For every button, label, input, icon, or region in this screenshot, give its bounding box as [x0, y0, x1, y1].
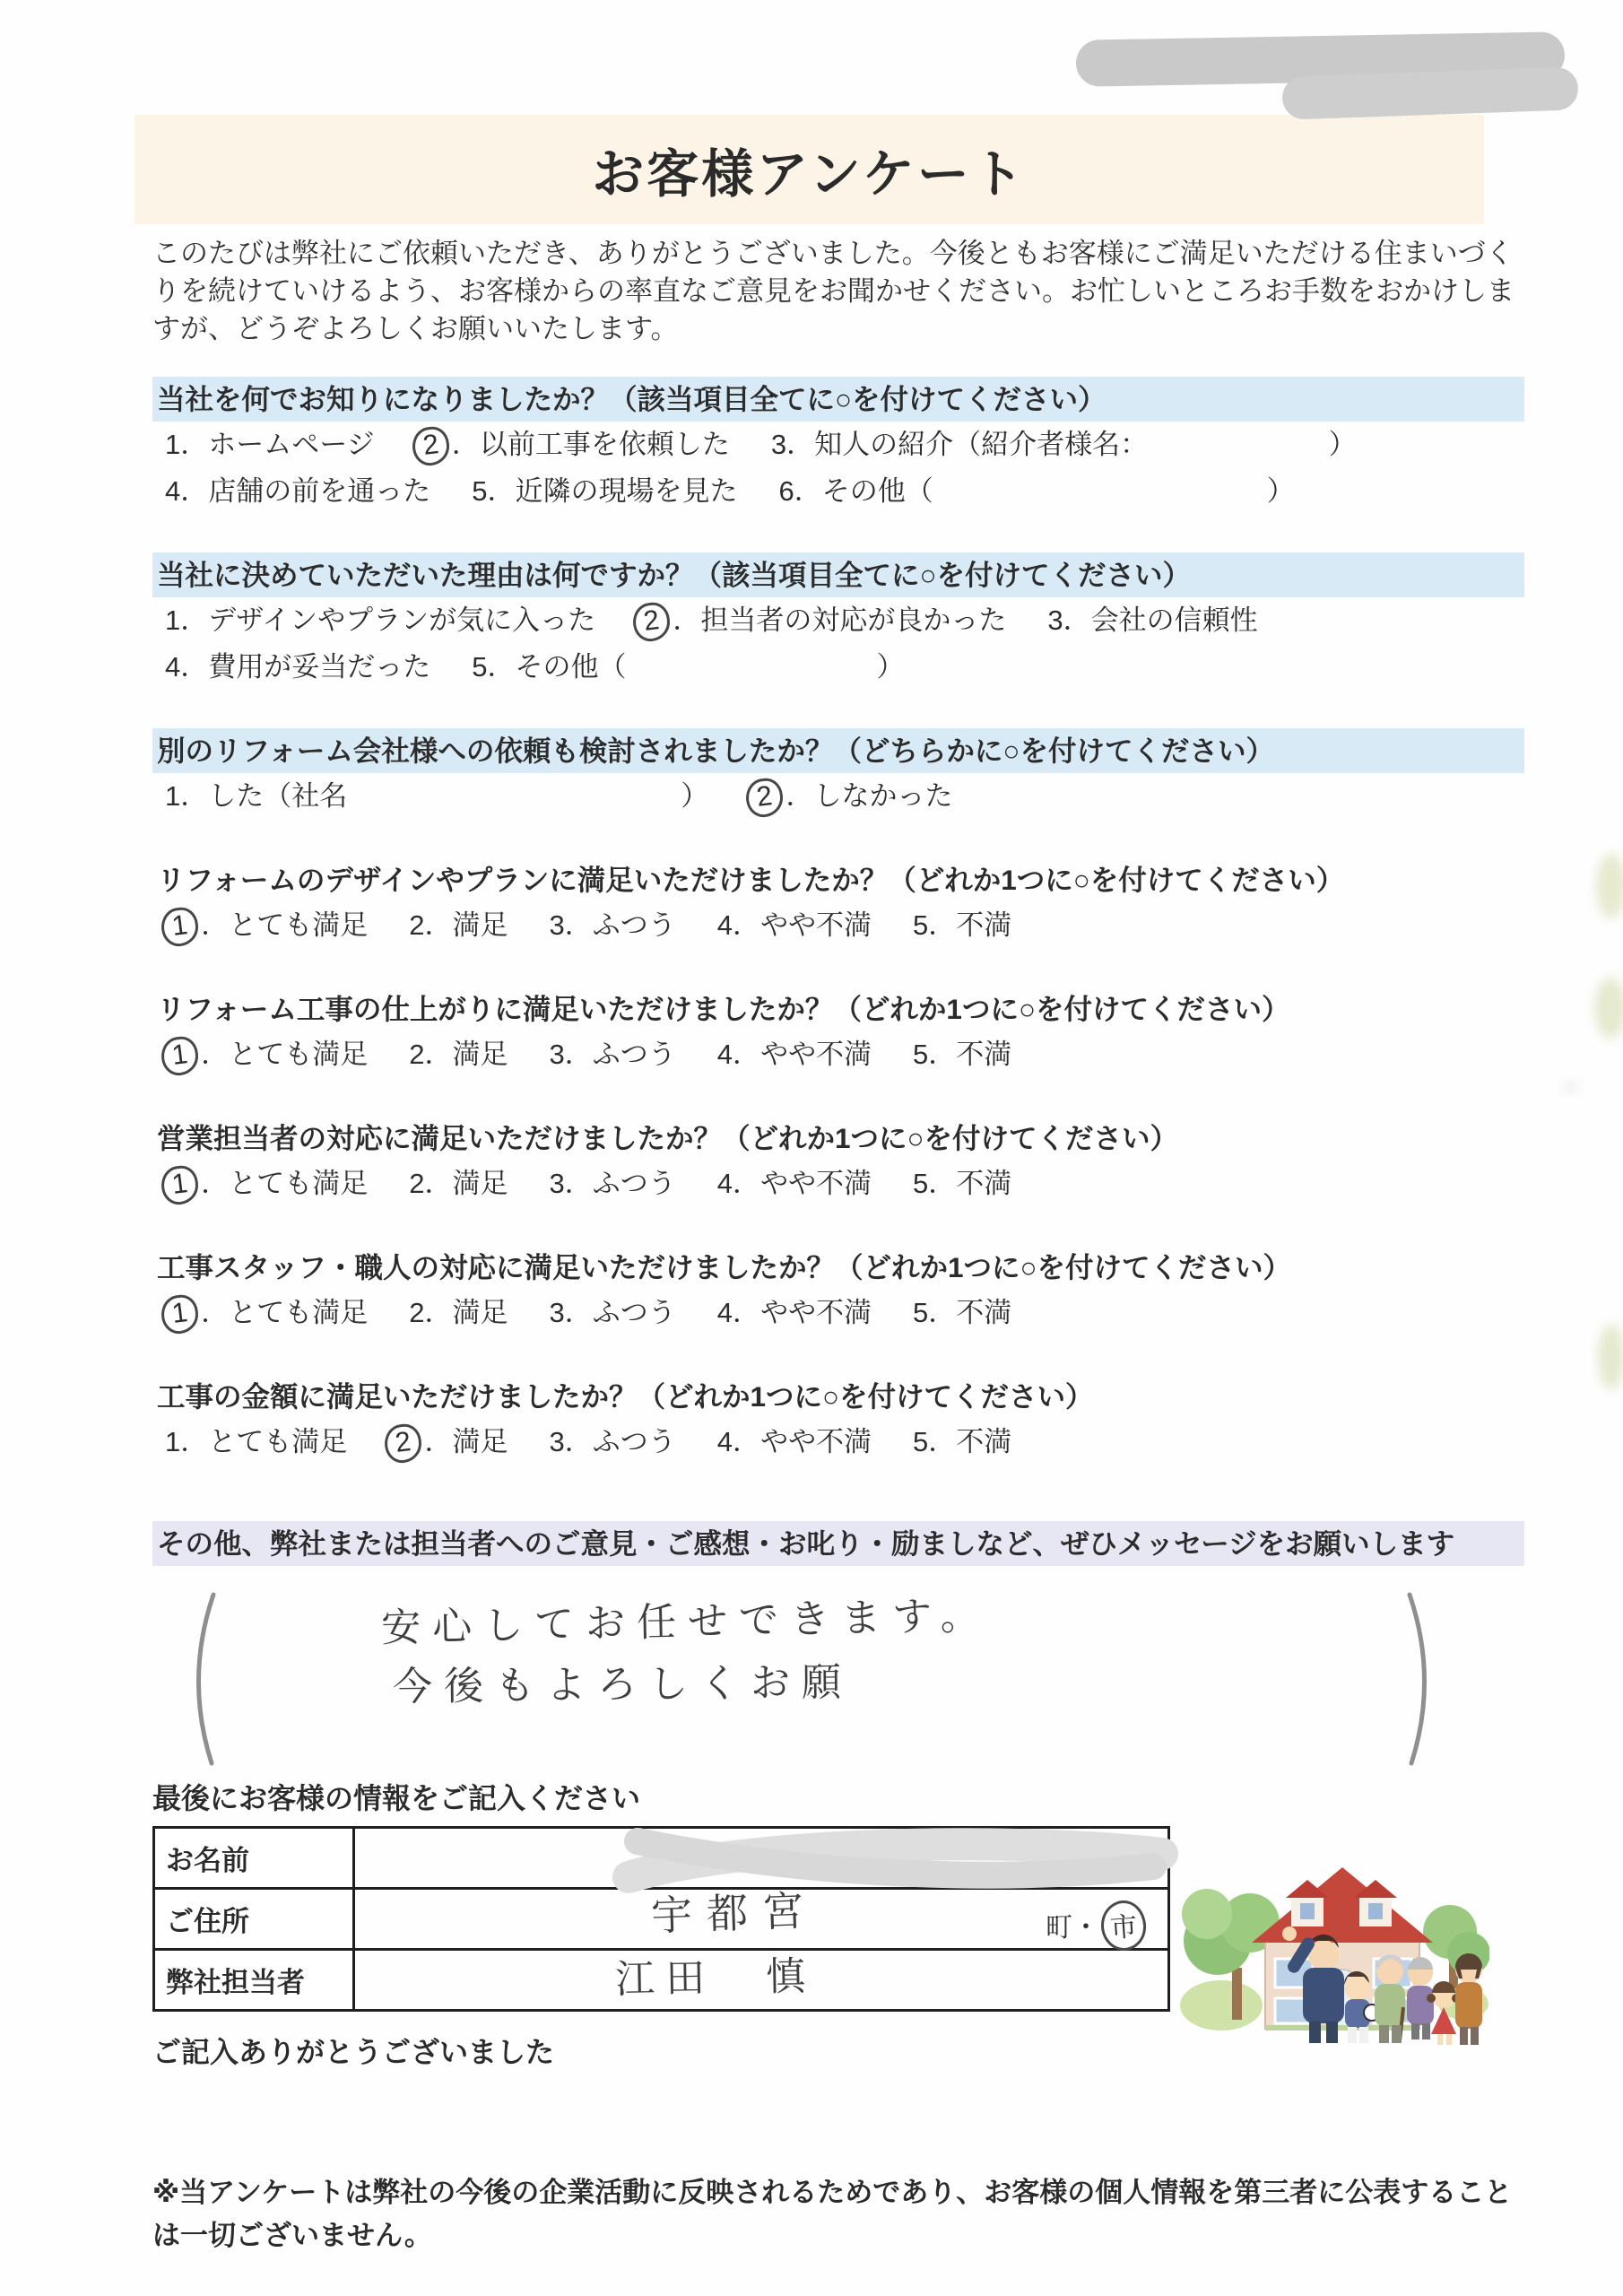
option: [409, 1031, 508, 1078]
option-label: ．その他（ ）: [794, 475, 1295, 507]
option-label: ．とても満足: [201, 909, 369, 941]
option: [717, 1161, 872, 1207]
question-header: 別のリフォーム会社様への依頼も検討されましたか？（どちらかに○を付けてください）: [152, 728, 1524, 773]
town-label: 町・: [1046, 1913, 1099, 1943]
option-number: 5: [913, 1039, 929, 1070]
option-number: 3: [770, 429, 787, 460]
option: [409, 902, 508, 949]
option-label: ．やや不満: [733, 1297, 872, 1328]
question-header: 工事の金額に満足いただけましたか？（どれか1つに○を付けてください）: [157, 1380, 1094, 1413]
option-number: 1: [165, 1426, 181, 1457]
options-line: [152, 1419, 1524, 1465]
option-label: ．とても満足: [201, 1297, 369, 1328]
option: [472, 644, 904, 691]
option-number: 2: [409, 1168, 425, 1199]
customer-info-header: 最後にお客様の情報をご記入ください: [152, 1782, 641, 1814]
option: [409, 1161, 508, 1207]
option-label: ．不満: [928, 1297, 1012, 1328]
options-line: [152, 1290, 1524, 1336]
row-label: 弊社担当者: [154, 1950, 354, 2011]
option-number: 1: [165, 429, 181, 460]
thanks-line: ご記入ありがとうございました: [152, 2036, 555, 2068]
option-number: 5: [472, 475, 488, 507]
option-number: 2: [409, 1039, 425, 1070]
option: [637, 597, 1006, 644]
row-label: ご住所: [154, 1889, 354, 1950]
scan-smudge: [1598, 1324, 1623, 1390]
option: [1047, 597, 1257, 644]
question-reason: [152, 552, 1524, 691]
message-header: その他、弊社または担当者へのご意見・ご感想・お叱り・励ましなど、ぜひメッセージをお願いします: [152, 1521, 1524, 1566]
option-number: 6: [778, 475, 794, 507]
option: [550, 1031, 676, 1078]
option-label: ．とても満足: [180, 1426, 348, 1457]
circled-city: 市: [1099, 1899, 1148, 1952]
option-number: 5: [913, 1297, 929, 1328]
option: [165, 422, 375, 468]
option: [913, 1031, 1011, 1078]
option-label: ．やや不満: [733, 1426, 872, 1457]
option: [717, 1419, 872, 1465]
option-number: 4: [716, 909, 733, 941]
option: [913, 1161, 1011, 1207]
option-number: 3: [549, 1426, 565, 1457]
scan-smudge: [1596, 854, 1623, 918]
option: [165, 902, 368, 949]
question-header: 工事スタッフ・職人の対応に満足いただけましたか？（どれか1つに○を付けてください）: [157, 1251, 1292, 1283]
circled-answer: 1: [160, 1293, 201, 1336]
option-label: ．ホームページ: [180, 429, 375, 460]
option-number: 3: [549, 1168, 565, 1199]
redaction-smear-icon: [1072, 27, 1592, 135]
option-label: ．近隣の現場を見た: [487, 475, 738, 507]
option: [165, 644, 430, 691]
options-line: [152, 468, 1524, 515]
option: [550, 1419, 676, 1465]
option-label: ．ふつう: [564, 909, 676, 941]
option-label: ．店舗の前を通った: [180, 475, 431, 507]
option-label: ．会社の信頼性: [1063, 604, 1258, 636]
handwritten-address: 宇都宮: [650, 1886, 819, 1940]
option-label: ．ふつう: [564, 1426, 676, 1457]
option-label: ．やや不満: [733, 1039, 872, 1070]
circled-answer: 2: [383, 1422, 424, 1465]
question-price-satisfaction: [152, 1374, 1524, 1465]
option: [165, 597, 595, 644]
option: [779, 468, 1295, 515]
option-label: ．やや不満: [733, 1168, 872, 1199]
options-line: [152, 1031, 1524, 1078]
circled-answer: 1: [160, 1164, 201, 1207]
customer-info-table: [152, 1826, 1170, 2012]
option: [913, 1419, 1011, 1465]
option-number: 3: [1047, 604, 1063, 636]
option-label: ．デザインやプランが気に入った: [180, 604, 596, 636]
question-design-satisfaction: [152, 857, 1524, 949]
option-label: ．満足: [424, 1168, 508, 1199]
option: [409, 1290, 508, 1336]
options-line: [152, 422, 1524, 468]
option-label: ．ふつう: [564, 1168, 676, 1199]
option-label: ．不満: [928, 909, 1012, 941]
option-number: 5: [913, 909, 929, 941]
option: [165, 1031, 368, 1078]
representative-value-cell: [354, 1950, 1169, 2011]
option-number: 4: [716, 1426, 733, 1457]
handwritten-message-line: 今後もよろしくお願: [392, 1660, 854, 1709]
circled-answer: 1: [160, 1035, 201, 1078]
option: [165, 1290, 368, 1336]
option-label: ．やや不満: [733, 909, 872, 941]
circled-answer: 2: [744, 777, 785, 820]
question-header: 営業担当者の対応に満足いただけましたか？（どれか1つに○を付けてください）: [157, 1122, 1179, 1154]
option: [913, 1290, 1011, 1336]
option-label: ．その他（ ）: [487, 651, 905, 683]
option-label: ．ふつう: [564, 1297, 676, 1328]
bracket-left-icon: [179, 1589, 221, 1769]
options-line: [152, 597, 1524, 644]
scan-smudge: [1594, 978, 1623, 1039]
options-line: [152, 773, 1524, 820]
option-label: ．以前工事を依頼した: [451, 429, 730, 460]
table-row: [154, 1828, 1169, 1889]
option: [750, 773, 952, 820]
question-finish-satisfaction: [152, 987, 1524, 1078]
question-header: 当社を何でお知りになりましたか？（該当項目全てに○を付けてください）: [152, 377, 1524, 422]
option-number: 5: [472, 651, 488, 683]
option-number: 2: [409, 909, 425, 941]
privacy-note: ※当アンケートは弊社の今後の企業活動に反映されるためであり、お客様の個人情報を第三者に公表することは一切ございません。: [152, 2177, 1513, 2251]
row-label: お名前: [154, 1828, 354, 1889]
option-label: ．した（社名 ）: [180, 780, 709, 812]
handwritten-representative: 江田 慎: [614, 1954, 817, 2002]
question-source: [152, 377, 1524, 515]
option: [472, 468, 737, 515]
question-header: 当社に決めていただいた理由は何ですか？（該当項目全てに○を付けてください）: [152, 552, 1524, 597]
option-number: 4: [716, 1297, 733, 1328]
option-number: 1: [165, 780, 181, 812]
question-header: リフォームのデザインやプランに満足いただけましたか？（どれか1つに○を付けてください）: [157, 864, 1345, 896]
option: [771, 422, 1357, 468]
option-number: 3: [549, 909, 565, 941]
option-number: 4: [716, 1168, 733, 1199]
table-row: [154, 1889, 1169, 1950]
address-value-cell: [354, 1886, 1169, 1950]
option-label: ．満足: [424, 909, 508, 941]
option-label: ．不満: [928, 1039, 1012, 1070]
option: [913, 902, 1011, 949]
option: [388, 1419, 508, 1465]
town-city-label: [1046, 1900, 1146, 1951]
redaction-smear-top: [1072, 27, 1592, 139]
question-sales-satisfaction: [152, 1116, 1524, 1207]
option: [550, 1161, 676, 1207]
option-number: 1: [165, 604, 181, 636]
circled-answer: 1: [160, 906, 201, 949]
message-box: [179, 1589, 1444, 1769]
option-label: ．満足: [424, 1426, 508, 1457]
option-number: 4: [716, 1039, 733, 1070]
option-label: ．とても満足: [201, 1168, 369, 1199]
option-label: ．ふつう: [564, 1039, 676, 1070]
option: [717, 902, 872, 949]
question-other-company: [152, 728, 1524, 820]
options-line: [152, 902, 1524, 949]
handwritten-message-line: 安心してお任せできます。: [380, 1593, 993, 1651]
option-label: ．費用が妥当だった: [180, 651, 431, 683]
option-number: 5: [913, 1168, 929, 1199]
option-label: ．満足: [424, 1297, 508, 1328]
option-number: 4: [165, 475, 181, 507]
house-family-illustration: [1180, 1835, 1489, 2055]
option-label: ．不満: [928, 1168, 1012, 1199]
bracket-right-icon: [1402, 1589, 1444, 1769]
option-label: ．不満: [928, 1426, 1012, 1457]
house-family-icon: [1180, 1835, 1489, 2050]
option: [416, 422, 730, 468]
option-number: 3: [549, 1039, 565, 1070]
circled-answer: 2: [410, 425, 451, 468]
option-number: 2: [409, 1297, 425, 1328]
option: [165, 1419, 347, 1465]
option-label: ．知人の紹介（紹介者様名： ）: [786, 429, 1357, 460]
option-number: 4: [165, 651, 181, 683]
option: [165, 773, 708, 820]
options-line: [152, 1161, 1524, 1207]
option: [717, 1290, 872, 1336]
question-staff-satisfaction: [152, 1245, 1524, 1336]
option-label: ．とても満足: [201, 1039, 369, 1070]
option-label: ．しなかった: [785, 780, 953, 812]
option-label: ．満足: [424, 1039, 508, 1070]
options-line: [152, 644, 1524, 691]
table-row: [154, 1950, 1169, 2011]
option: [550, 1290, 676, 1336]
message-section: [152, 1521, 1524, 1769]
option-label: ．担当者の対応が良かった: [673, 604, 1007, 636]
scan-smudge: [1564, 1082, 1578, 1092]
option: [165, 468, 430, 515]
question-header: リフォーム工事の仕上がりに満足いただけましたか？（どれか1つに○を付けてください）: [157, 993, 1290, 1025]
option-number: 5: [913, 1426, 929, 1457]
option: [717, 1031, 872, 1078]
option: [550, 902, 676, 949]
page-title: お客様アンケート: [592, 145, 1027, 204]
intro-paragraph: このたびは弊社にご依頼いただき、ありがとうございました。今後ともお客様にご満足いただける住まいづくりを続けていけるよう、お客様からの率直なご意見をお聞かせください。お忙しいところお手数をおかけしますが、どうぞよろしくお願いいたします。: [152, 238, 1515, 344]
option-number: 3: [549, 1297, 565, 1328]
circled-answer: 2: [631, 601, 673, 644]
option: [165, 1161, 368, 1207]
